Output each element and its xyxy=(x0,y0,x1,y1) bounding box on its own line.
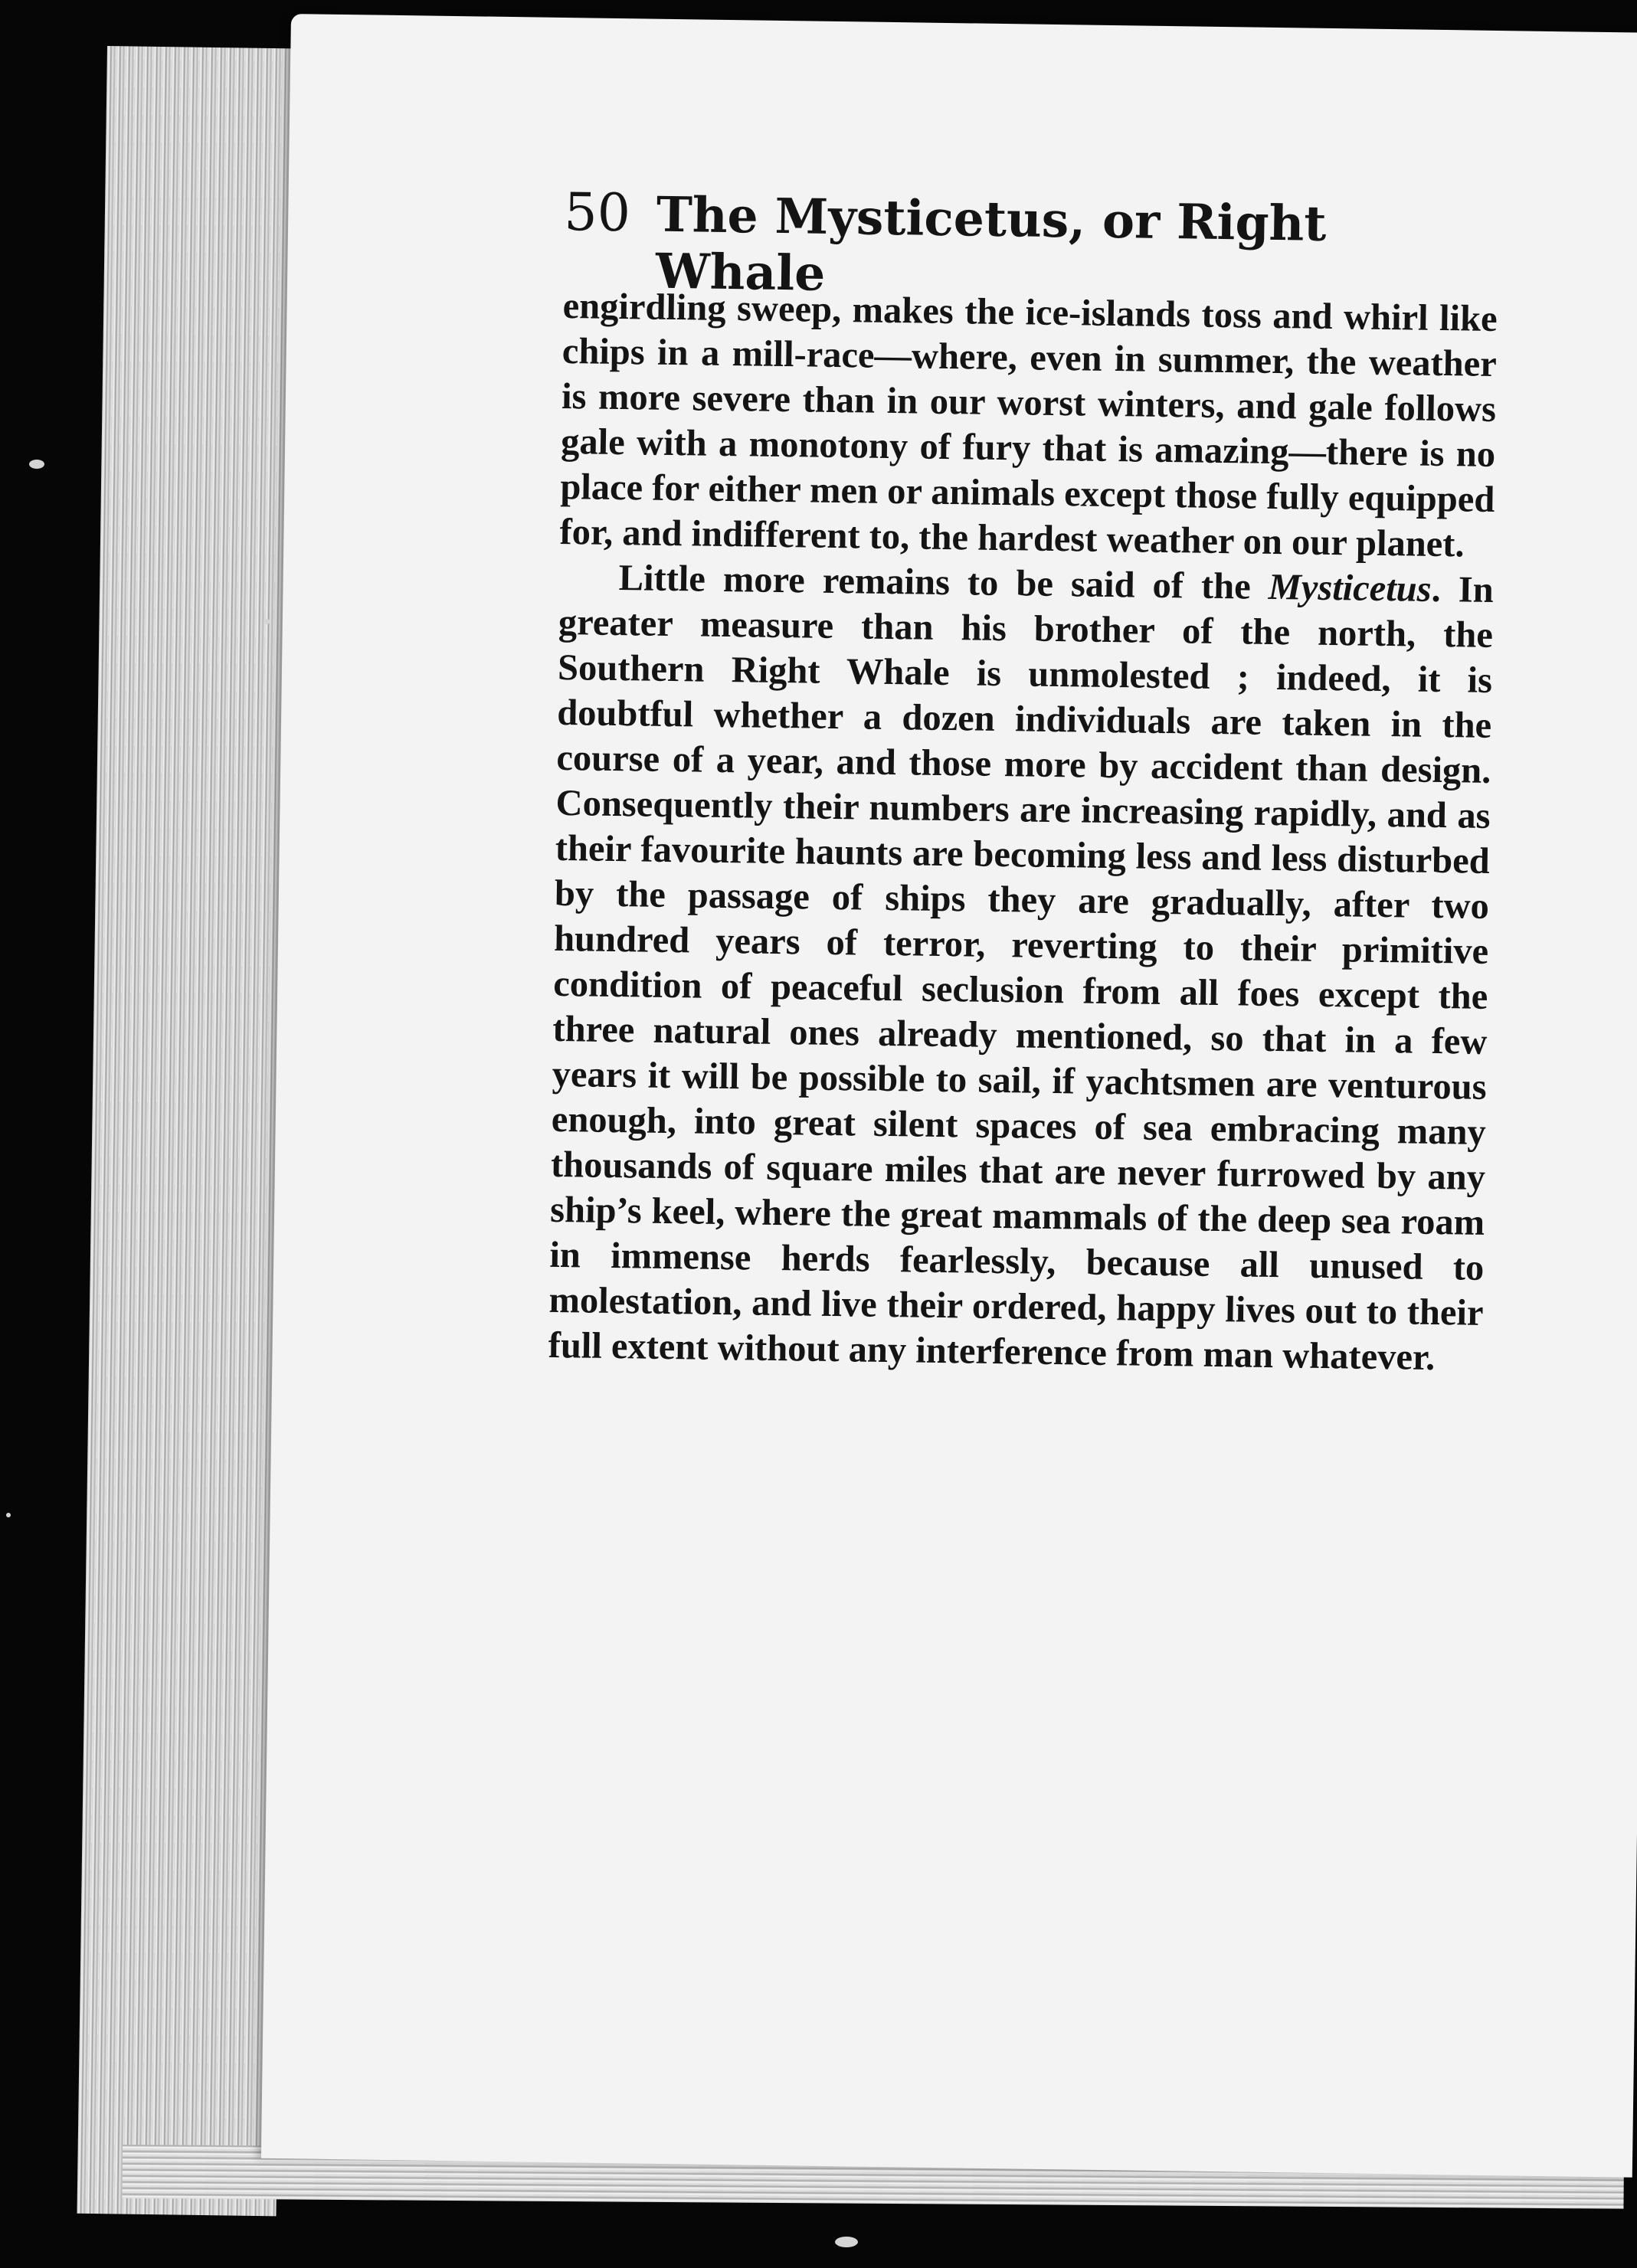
italic-mysticetus: Mysticetus xyxy=(1268,566,1432,610)
paragraph-2 xyxy=(548,555,1494,1381)
paragraph-1-text: engirdling sweep, makes the ice-islands toss and whirl like chips in a mill-race—where, even in summer, the weather is more severe than in our worst winters, and gale follows gale with a monotony of fury that is amazing—there is no place for either men or animals except those fully equipped for, and indifferent to, the hardest weather on our planet. xyxy=(559,285,1498,565)
running-head-title: The Mysticetus, or Right Whale xyxy=(655,185,1327,302)
paragraph-1 xyxy=(559,283,1498,568)
paragraph-2-text-a: Little more remains to be said of the xyxy=(618,558,1269,607)
running-head xyxy=(563,182,1498,302)
book-page xyxy=(261,14,1637,2178)
body-text xyxy=(548,283,1498,1381)
page-content xyxy=(548,182,1498,1381)
page-number: 50 xyxy=(563,182,631,244)
paragraph-2-text-b: . In greater measure than his brother of the north, the Southern Right Whale is unmolested ; indeed, it is doubtful whether a dozen individuals are taken in the course of a year, and those more by accident than design. Consequently their numbers are increasing rapidly, and as their favourite haunts are becoming less and less disturbed by the passage of ships they are gradually, after two hundred years of terror, reverting to their primitive condition of peaceful seclusion from all foes except the three natural ones already mentioned, so that in a few years it will be possible to sail, if yachtsmen are venturous enough, into great silent spaces of sea embracing many thousands of square miles that are never furrowed by any ship’s keel, where the great mammals of the deep sea roam in immense herds fearlessly, because all unused to molestation, and live their ordered, happy lives out to their full extent without any interference from man whatever. xyxy=(548,568,1495,1379)
